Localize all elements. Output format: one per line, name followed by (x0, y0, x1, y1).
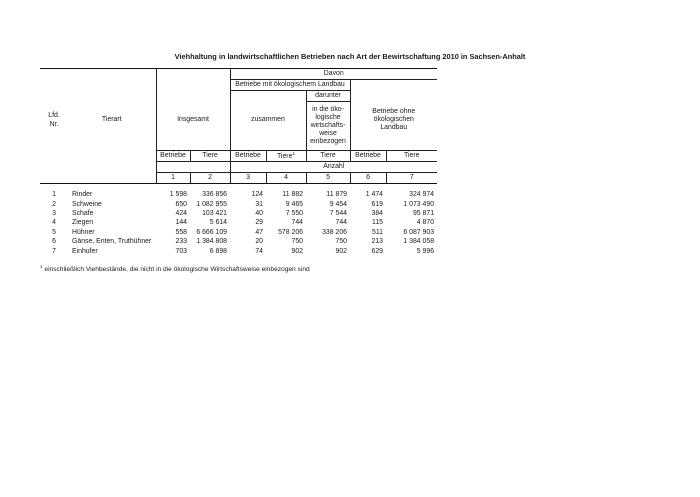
row-value: 1 474 (365, 191, 383, 199)
row-value: 7 550 (285, 210, 303, 218)
table-row (40, 228, 437, 237)
table-row (40, 247, 437, 256)
header-insgesamt: Insgesamt (156, 91, 230, 151)
row-value: 511 (372, 228, 383, 236)
row-value: 384 (371, 210, 383, 218)
row-value: 750 (291, 238, 303, 246)
row-value: 629 (371, 247, 383, 255)
row-value: 1 384 058 (403, 238, 435, 246)
column-number: 7 (386, 173, 437, 184)
row-number: 1 (52, 191, 56, 199)
table-body (40, 191, 437, 257)
row-value: 20 (255, 238, 263, 246)
row-value: 144 (175, 219, 187, 227)
data-table (40, 68, 437, 256)
header-tiere: Tiere (306, 151, 350, 162)
header-oeko: Betriebe mit ökologischem Landbau (230, 80, 350, 91)
table-row (40, 191, 437, 200)
header-tierart: Tierart (101, 116, 122, 124)
header-cell-empty (40, 80, 68, 91)
header-cell-empty (156, 69, 230, 80)
column-number: 4 (266, 173, 306, 184)
row-value: 424 (175, 210, 187, 218)
column-number: 5 (306, 173, 350, 184)
row-value: 213 (371, 238, 383, 246)
row-value: 9 454 (329, 200, 347, 208)
row-value: 115 (372, 219, 383, 227)
header-anzahl: Anzahl (230, 162, 437, 173)
row-tierart: Ziegen (72, 219, 94, 227)
header-cell-empty (156, 80, 230, 91)
row-number: 7 (52, 247, 56, 255)
row-value: 6 087 903 (403, 228, 435, 236)
header-davon: Davon (230, 69, 437, 80)
row-value: 558 (175, 228, 187, 236)
table-row (40, 238, 437, 247)
header-tiere-fn: Tiere$^1$ (266, 151, 306, 162)
footnote-text: einschließlich Viehbestände, die nicht in die ökologische Wirtschaftsweise einbezogen sind (44, 266, 310, 273)
row-value: 74 (255, 247, 263, 255)
row-value: 1 598 (169, 191, 187, 199)
table-row (40, 200, 437, 209)
row-value: 578 206 (278, 228, 303, 236)
row-value: 103 421 (202, 210, 227, 218)
header-betriebe: Betriebe (230, 151, 266, 162)
row-number: 4 (52, 219, 56, 227)
page-title: Viehhaltung in landwirtschaftlichen Betrieben nach Art der Bewirtschaftung 2010 in Sachsen-Anhalt (174, 52, 526, 61)
row-value: 703 (175, 247, 187, 255)
row-value: 744 (291, 219, 303, 227)
row-value: 233 (175, 238, 187, 246)
header-cell-empty (68, 151, 156, 162)
row-number: 2 (52, 200, 56, 208)
row-tierart: Rinder (72, 191, 93, 199)
row-value: 124 (251, 191, 263, 199)
column-number: 1 (156, 173, 190, 184)
row-tierart: Schafe (72, 210, 94, 218)
header-cell-empty (68, 80, 156, 91)
header-nr: Lfd. Nr. (48, 112, 60, 128)
header-cell-empty (40, 151, 68, 162)
row-value: 4 870 (416, 219, 435, 227)
header-einbezogen: in die öko- logische wirtschafts- weise einbezogen (306, 102, 350, 151)
row-number: 3 (52, 210, 56, 218)
row-value: 5 614 (209, 219, 227, 227)
row-tierart: Schweine (72, 200, 102, 208)
header-cell-empty (68, 69, 156, 80)
row-tierart: Gänse, Enten, Truthühner (72, 238, 152, 246)
header-tiere: Tiere (386, 151, 437, 162)
header-ohne: Betriebe ohne ökologischen Landbau (350, 91, 437, 151)
table-row (40, 209, 437, 218)
row-value: 750 (335, 238, 347, 246)
footnote (40, 264, 310, 273)
header-betriebe: Betriebe (156, 151, 190, 162)
table-row (40, 219, 437, 228)
row-value: 29 (255, 219, 263, 227)
header-cell-empty (40, 162, 68, 173)
row-value: 902 (291, 247, 303, 255)
column-number: 6 (350, 173, 386, 184)
row-value: 9 465 (285, 200, 303, 208)
header-darunter: darunter (306, 91, 350, 102)
row-value: 619 (371, 200, 383, 208)
column-number: 2 (190, 173, 230, 184)
header-cell-empty (40, 69, 68, 80)
footnote-mark: 1 (40, 264, 43, 269)
row-value: 1 384 808 (196, 238, 227, 246)
row-tierart: Einhufer (72, 247, 98, 255)
row-value: 336 856 (202, 191, 227, 199)
row-number: 6 (52, 238, 56, 246)
row-value: 31 (255, 200, 263, 208)
row-value: 902 (335, 247, 347, 255)
row-value: 1 073 490 (403, 200, 435, 208)
row-value: 11 879 (326, 191, 347, 199)
header-cell-empty (68, 173, 156, 184)
row-value: 6 666 109 (196, 228, 227, 236)
column-number: 3 (230, 173, 266, 184)
header-zusammen: zusammen (230, 91, 306, 151)
row-value: 1 082 955 (196, 200, 227, 208)
row-value: 47 (255, 228, 263, 236)
row-value: 324 974 (409, 191, 435, 199)
row-value: 95 871 (412, 210, 435, 218)
row-value: 6 898 (209, 247, 227, 255)
row-value: 744 (335, 219, 347, 227)
header-betriebe: Betriebe (350, 151, 386, 162)
row-value: 650 (175, 200, 187, 208)
header-cell-empty (350, 80, 437, 91)
header-tiere: Tiere (190, 151, 230, 162)
row-tierart: Hühner (72, 228, 95, 236)
header-cell-empty (40, 173, 68, 184)
row-value: 7 544 (329, 210, 347, 218)
row-value: 338 206 (322, 228, 347, 236)
row-value: 5 996 (416, 247, 435, 255)
header-cell-empty (68, 162, 156, 173)
row-value: 40 (255, 210, 263, 218)
spacer (40, 184, 437, 191)
row-number: 5 (52, 228, 56, 236)
row-value: 11 882 (282, 191, 303, 199)
header-cell-empty (156, 162, 230, 173)
